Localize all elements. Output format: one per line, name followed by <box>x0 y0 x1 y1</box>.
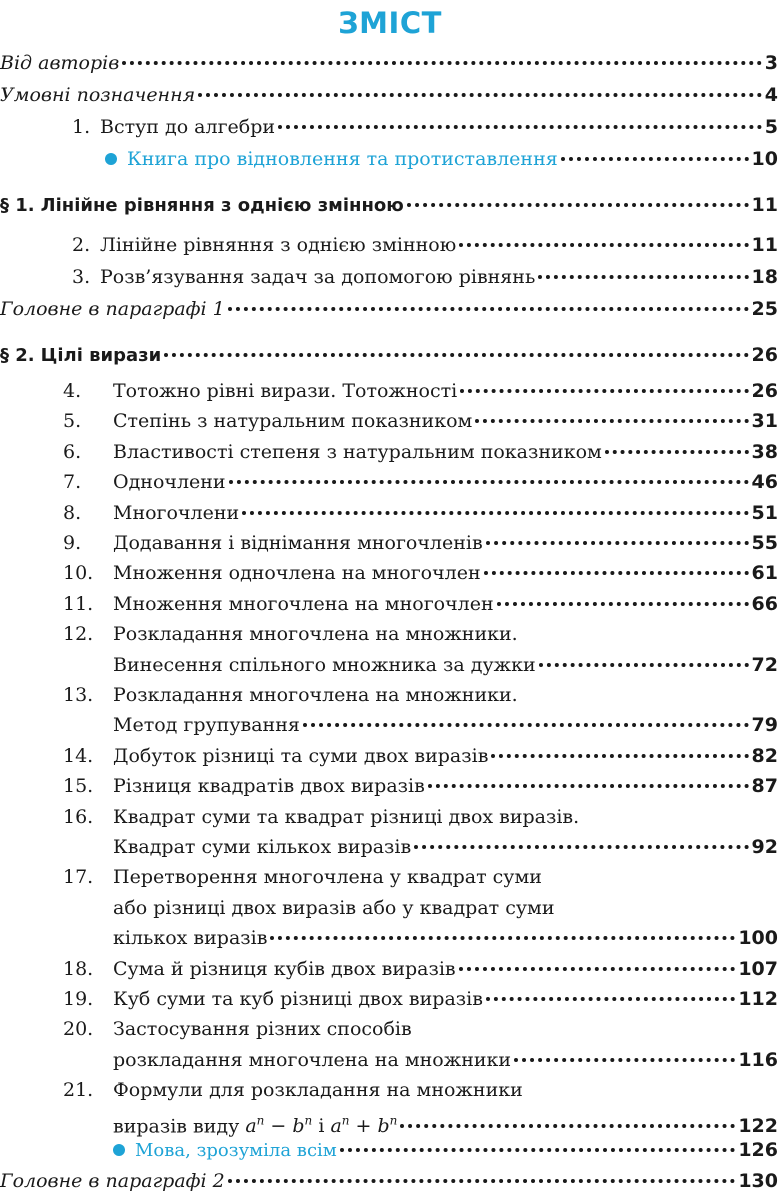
toc-entry-9[interactable]: 9. Додавання і віднімання многочленів 55 <box>63 532 778 554</box>
leader-dots <box>484 571 749 575</box>
leader-dots <box>270 936 735 940</box>
toc-entry-18[interactable]: 18. Сума й різниця кубів двох виразів 107 <box>63 957 778 980</box>
toc-entry-20[interactable]: 20. Застосування різних способів <box>63 1018 412 1041</box>
leader-dots <box>459 967 736 971</box>
formula: $a^n - b^n$ і $a^n + b^n$ <box>245 1113 398 1137</box>
leader-dots <box>539 663 749 667</box>
toc-entry-21[interactable]: 21. Формули для розкладання на множники <box>63 1079 523 1102</box>
leader-dots <box>561 157 749 161</box>
toc-entry-16-cont[interactable]: Квадрат суми кількох виразів 92 <box>113 836 778 858</box>
toc-entry-15[interactable]: 15. Різниця квадратів двох виразів 87 <box>63 775 778 798</box>
toc-entry-3[interactable]: 3. Розв’язування задач за допомогою рівнянь 18 <box>72 266 778 288</box>
toc-entry-21-cont[interactable]: виразів виду $a^n - b^n$ і $a^n + b^n$ 122 <box>113 1113 778 1137</box>
leader-dots <box>407 203 749 207</box>
toc-entry-10[interactable]: 10. Множення одночлена на многочлен 61 <box>63 562 778 585</box>
toc-entry-5[interactable]: 5. Степінь з натуральним показником 31 <box>63 410 778 433</box>
toc-entry-from-authors[interactable]: Від авторів 3 <box>0 52 778 74</box>
toc-entry-2[interactable]: 2. Лінійне рівняння з однією змінною 11 <box>72 234 778 256</box>
toc-entry-7[interactable]: 7. Одночлени 46 <box>63 471 778 494</box>
leader-dots <box>164 353 748 357</box>
toc-entry-8[interactable]: 8. Многочлени 51 <box>63 501 778 524</box>
toc-section-2[interactable]: § 2. Цілі вирази 26 <box>0 344 778 366</box>
leader-dots <box>278 125 762 129</box>
toc-entry-summary-2[interactable]: Головне в параграфі 2 130 <box>0 1170 778 1192</box>
leader-dots <box>460 389 748 393</box>
leader-dots <box>497 602 749 606</box>
leader-dots <box>228 1179 736 1183</box>
toc-entry-13[interactable]: 13. Розкладання многочлена на множники. <box>63 684 518 706</box>
bullet-icon <box>113 1144 125 1156</box>
leader-dots <box>414 845 748 849</box>
leader-dots <box>122 61 762 65</box>
leader-dots <box>491 754 748 758</box>
leader-dots <box>229 480 749 484</box>
leader-dots <box>459 243 748 247</box>
leader-dots <box>486 997 735 1001</box>
toc-entry-conventions[interactable]: Умовні позначення 4 <box>0 84 778 106</box>
toc-entry-12[interactable]: 12. Розкладання многочлена на множники. <box>63 623 518 646</box>
leader-dots <box>475 419 748 423</box>
toc-entry-summary-1[interactable]: Головне в параграфі 1 25 <box>0 298 778 320</box>
leader-dots <box>428 784 749 788</box>
toc-entry-17[interactable]: 17. Перетворення многочлена у квадрат суми <box>63 866 542 889</box>
leader-dots <box>514 1058 735 1062</box>
toc-entry-19[interactable]: 19. Куб суми та куб різниці двох виразів 112 <box>63 988 778 1010</box>
leader-dots <box>228 307 749 311</box>
toc-entry-11[interactable]: 11. Множення многочлена на многочлен 66 <box>63 592 778 615</box>
toc-entry-17-cont[interactable]: або різниці двох виразів або у квадрат суми <box>113 896 555 919</box>
bullet-icon <box>105 153 117 165</box>
leader-dots <box>242 511 748 515</box>
leader-dots <box>400 1124 735 1128</box>
toc-entry-6[interactable]: 6. Властивості степеня з натуральним показником 38 <box>63 440 778 463</box>
toc-entry-16[interactable]: 16. Квадрат суми та квадрат різниці двох виразів. <box>63 805 580 828</box>
toc-entry-17-cont2[interactable]: кількох виразів 100 <box>113 927 778 950</box>
leader-dots <box>303 723 749 727</box>
toc-entry-12-cont[interactable]: Винесення спільного множника за дужки 72 <box>113 653 778 676</box>
page-title: ЗМІСТ <box>338 6 442 40</box>
toc-entry-book-restoration[interactable]: Книга про відновлення та протиставлення 10 <box>105 146 778 172</box>
toc-entry-1[interactable]: 1. Вступ до алгебри 5 <box>72 116 778 138</box>
leader-dots <box>486 541 749 545</box>
leader-dots <box>605 450 749 454</box>
leader-dots <box>198 93 762 97</box>
toc-entry-20-cont[interactable]: розкладання многочлена на множники 116 <box>113 1048 778 1071</box>
toc-entry-13-cont[interactable]: Метод групування 79 <box>113 714 778 737</box>
toc-entry-14[interactable]: 14. Добуток різниці та суми двох виразів 82 <box>63 744 778 767</box>
leader-dots <box>538 275 748 279</box>
toc-entry-4[interactable]: 4. Тотожно рівні вирази. Тотожності 26 <box>63 380 778 402</box>
toc-section-1[interactable]: § 1. Лінійне рівняння з однією змінною 11 <box>0 194 778 216</box>
toc-entry-language[interactable]: Мова, зрозуміла всім 126 <box>113 1138 778 1163</box>
leader-dots <box>340 1148 736 1152</box>
